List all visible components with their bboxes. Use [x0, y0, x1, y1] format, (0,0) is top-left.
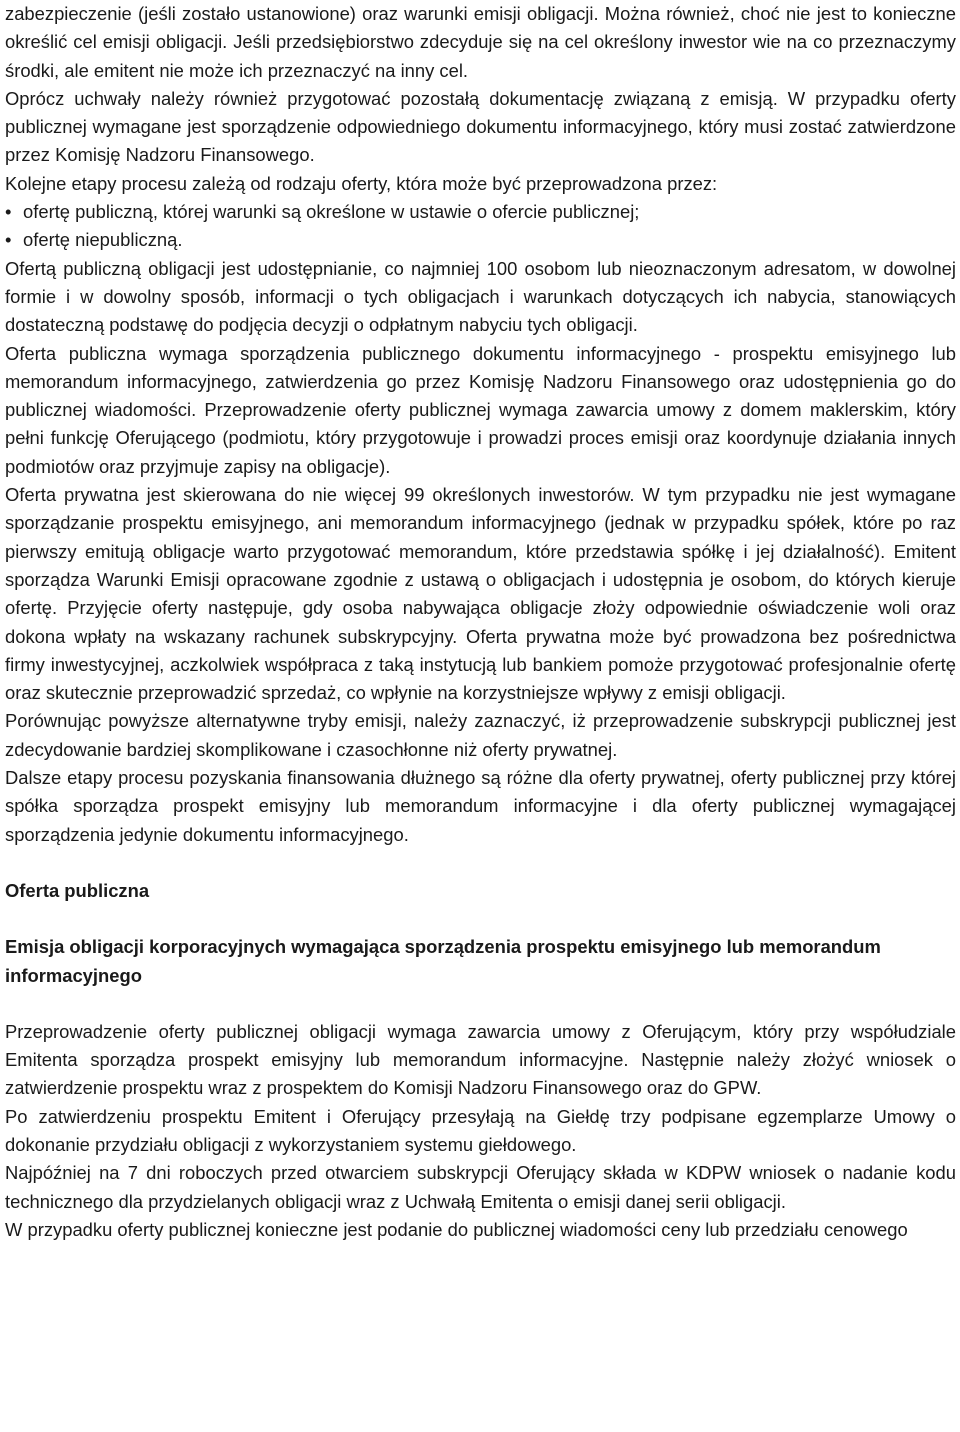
spacer — [5, 990, 956, 1018]
list-item-text: ofertę niepubliczną. — [23, 229, 183, 251]
list-item — [5, 198, 956, 226]
paragraph-private-offer: Oferta prywatna jest skierowana do nie więcej 99 określonych inwestorów. W tym przypadku nie jest wymagane sporządzanie prospektu emisyjnego, ani memorandum informacyjnego (jednak w przypadku spółek, które po raz pierwszy emitują obligacje warto przygotować memorandum, które przedstawia spółkę i jej działalność). Emitent sporządza Warunki Emisji opracowane zgodnie z ustawą o obligacjach i udostępnia je osobom, do których kieruje ofertę. Przyjęcie oferty następuje, gdy osoba nabywająca obligacje złoży odpowiednie oświadczenie woli oraz dokona wpłaty na wskazany rachunek subskrypcyjny. Oferta prywatna może być prowadzona bez pośrednictwa firmy inwestycyjnej, aczkolwiek współpraca z taką instytucją lub bankiem pomoże przygotować profesjonalnie ofertę oraz skutecznie przeprowadzić sprzedaż, co wpłynie na korzystniejsze wpływy z emisji obligacji. — [5, 484, 956, 704]
paragraph-public-offer-definition: Ofertą publiczną obligacji jest udostępnianie, co najmniej 100 osobom lub nieoznaczonym adresatom, w dowolnej formie i w dowolny sposób, informacji o tych obligacjach i warunkach dotyczących ich nabycia, stanowiących dostateczną podstawę do podjęcia decyzji o odpłatnym nabyciu tych obligacji. — [5, 257, 956, 336]
paragraph-allotment-agreement: Po zatwierdzeniu prospektu Emitent i Oferujący przesyłają na Giełdę trzy podpisane egzemplarze Umowy o dokonanie przydziału obligacji z wykorzystaniem systemu giełdowego. — [5, 1105, 956, 1155]
paragraph-intro-continued: zabezpieczenie (jeśli zostało ustanowione) oraz warunki emisji obligacji. Można również, choć nie jest to konieczne określić cel emisji obligacji. Jeśli przedsiębiorstwo zdecyduje się na cel określony inwestor wie na co przeznaczymy środki, ale emitent nie może ich przeznaczyć na inny cel. — [5, 3, 956, 81]
section-heading-prospectus-issue: Emisja obligacji korporacyjnych wymagająca sporządzenia prospektu emisyjnego lub memorandum informacyjnego — [5, 936, 881, 986]
paragraph-documentation: Oprócz uchwały należy również przygotować pozostałą dokumentację związaną z emisją. W przypadku oferty publicznej wymagane jest sporządzenie odpowiedniego dokumentu informacyjnego, który musi zostać zatwierdzone przez Komisję Nadzoru Finansowego. — [5, 87, 956, 166]
paragraph-kdpw-application: Najpóźniej na 7 dni roboczych przed otwarciem subskrypcji Oferujący składa w KDPW wniosek o nadanie kodu technicznego dla przydzielanych obligacji wraz z Uchwałą Emitenta o emisji danej serii obligacji. — [5, 1162, 956, 1212]
bullet-icon: • — [5, 201, 12, 223]
paragraph-price-disclosure: W przypadku oferty publicznej konieczne jest podanie do publicznej wiadomości ceny lub przedziału cenowego — [5, 1218, 908, 1240]
paragraph-comparison: Porównując powyższe alternatywne tryby emisji, należy zaznaczyć, iż przeprowadzenie subskrypcji publicznej jest zdecydowanie bardziej skomplikowane i czasochłonne niż oferty prywatnej. — [5, 710, 956, 760]
spacer — [5, 849, 956, 877]
paragraph-offer-types-intro: Kolejne etapy procesu zależą od rodzaju oferty, która może być przeprowadzona przez: — [5, 172, 718, 194]
paragraph-further-stages: Dalsze etapy procesu pozyskania finansowania dłużnego są różne dla oferty prywatnej, oferty publicznej przy której spółka sporządza prospekt emisyjny lub memorandum informacyjne i dla oferty publicznej wymagającej sporządzenia jedynie dokumentu informacyjnego. — [5, 767, 956, 845]
list-item-text: ofertę publiczną, której warunki są określone w ustawie o ofercie publicznej; — [23, 201, 640, 223]
bullet-icon: • — [5, 229, 12, 251]
paragraph-public-offer-requirements: Oferta publiczna wymaga sporządzenia publicznego dokumentu informacyjnego - prospektu emisyjnego lub memorandum informacyjnego, zatwierdzenia go przez Komisję Nadzoru Finansowego oraz udostępnienia go do publicznej wiadomości. Przeprowadzenie oferty publicznej wymaga zawarcia umowy z domem maklerskim, który pełni funkcję Oferującego (podmiotu, który przygotowuje i prowadzi proces emisji oraz koordynuje działania innych podmiotów oraz przyjmuje zapisy na obligacje). — [5, 342, 956, 477]
spacer — [5, 905, 956, 933]
paragraph-offer-agreement: Przeprowadzenie oferty publicznej obligacji wymaga zawarcia umowy z Oferującym, który przy współudziale Emitenta sporządza prospekt emisyjny lub memorandum informacyjne. Następnie należy złożyć wniosek o zatwierdzenie prospektu wraz z prospektem do Komisji Nadzoru Finansowego oraz do GPW. — [5, 1020, 956, 1099]
list-item — [5, 226, 956, 254]
offer-types-list — [5, 198, 956, 255]
section-heading-public-offer: Oferta publiczna — [5, 879, 150, 901]
